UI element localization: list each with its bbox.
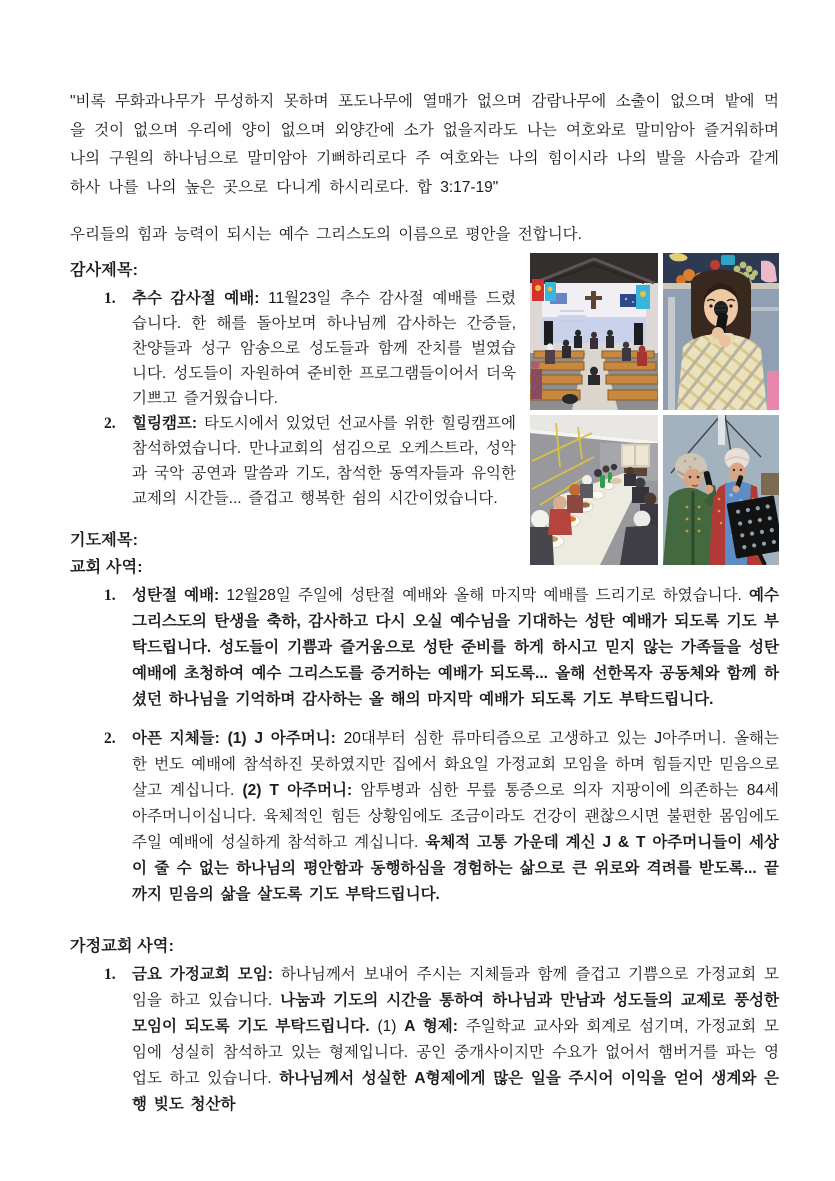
- item-number: 1.: [104, 587, 116, 604]
- item-text: 성탄절 예배: 12월28일 주일에 성탄절 예배와 올해 마지막 예배를 드리기로 하였습니다. 예수 그리스도의 탄생을 축하, 감사하고 다시 오실 예수님을 기대하는 성탄 예배가 되도록 기도 부탁드립니다. 성도들이 기쁨과 즐거움으로 성탄 준비를 하게 하시고 믿지 않는 가족들을 성탄 예배에 초청하여 예수 그리스도를 증거하는 예배가 되도록... 올해 선한목자 공동체와 함께 하셨던 하나님을 기억하며 감사하는 올 해의 마지막 예배가 되도록 기도 부탁드립니다.: [132, 587, 779, 708]
- item-text: 추수 감사절 예배: 11월23일 추수 감사절 예배를 드렸습니다. 한 해를 돌아보며 하나님께 감사하는 간증들, 찬양들과 성구 암송으로 성도들과 함께 잔치를 벌였습니다. 성도들이 자원하여 준비한 프로그램들이어서 더욱 기쁘고 즐거웠습니다.: [132, 290, 516, 407]
- list-item-friday-house-church: [70, 962, 779, 1118]
- item-number: 1.: [104, 966, 116, 983]
- scripture-quote: "비록 무화과나무가 무성하지 못하며 포도나무에 열매가 없으며 감람나무에 소출이 없으며 밭에 먹을 것이 없으며 우리에 양이 없으며 외양간에 소가 없을지라도 나는 여호와로 말미암아 즐거워하며 나의 구원의 하나님으로 말미암아 기뻐하리로다 주 여호와는 나의 힘이시라 나의 발을 사슴과 같게 하사 나를 나의 높은 곳으로 다니게 하시리로다. 합 3:17-19": [70, 93, 779, 196]
- heading-prayer: 기도제목:: [70, 532, 139, 549]
- item-number: 1.: [104, 290, 116, 307]
- item-text: 금요 가정교회 모임: 하나님께서 보내어 주시는 지체들과 함께 즐겁고 기쁨으로 가정교회 모임을 하고 있습니다. 나눔과 기도의 시간을 통하여 하나님과 만남과 성도들의 교제로 풍성한 모임이 되도록 기도 부탁드립니다. (1) A 형제: 주일학교 교사와 회계로 섬기며, 가정교회 모임에 성실히 참석하고 있는 형제입니다. 공인 중개사이지만 수요가 없어서 햄버거를 파는 영업도 하고 있습니다. 하나님께서 성실한 A형제에게 많은 일을 주시어 이익을 얻어 생계와 은행 빚도 청산하: [132, 966, 780, 1113]
- item-text: 아픈 지체들: (1) J 아주머니: 20대부터 심한 류마티즘으로 고생하고 있는 J아주머니. 올해는 한 번도 예배에 참석하진 못하였지만 집에서 화요일 가정교회 모임을 하며 힘들지만 믿음으로 살고 계십니다. (2) T 아주머니: 암투병과 심한 무릎 통증으로 의자 지팡이에 의존하는 84세 아주머니이십니다. 육체적인 힘든 상황임에도 조금이라도 건강이 괜찮으시면 불편한 몸임에도 주일 예배에 성실하게 참석하고 계십니다. 육체적 고통 가운데 계신 J & T 아주머니들이 세상이 줄 수 없는 하나님의 평안함과 동행하심을 경험하는 삶으로 큰 위로와 격려를 받도록... 끝까지 믿음의 삶을 살도록 기도 부탁드립니다.: [132, 730, 779, 903]
- house-church-list: [70, 962, 779, 1118]
- heading-thanksgiving: 감사제목:: [70, 262, 139, 279]
- thanksgiving-list: [70, 286, 779, 511]
- heading-house-church: 가정교회 사역:: [70, 938, 175, 955]
- church-ministry-list: [70, 583, 779, 908]
- list-item-sick-members: [70, 726, 779, 908]
- list-item-christmas-service: [70, 583, 779, 713]
- list-item-harvest-service: [70, 286, 779, 411]
- list-item-healing-camp: [70, 411, 779, 511]
- item-text: 힐링캠프: 타도시에서 있었던 선교사를 위한 힐링캠프에 참석하였습니다. 만나교회의 섬김으로 오케스트라, 성악과 국악 공연과 말씀과 기도, 참석한 동역자들과 유익한 교제의 시간들... 즐겁고 행복한 쉼의 시간이었습니다.: [132, 415, 516, 507]
- heading-church-ministry: 교회 사역:: [70, 559, 143, 576]
- item-number: 2.: [104, 415, 116, 432]
- item-number: 2.: [104, 730, 116, 747]
- greeting-text: 우리들의 힘과 능력이 되시는 예수 그리스도의 이름으로 평안을 전합니다.: [70, 226, 582, 243]
